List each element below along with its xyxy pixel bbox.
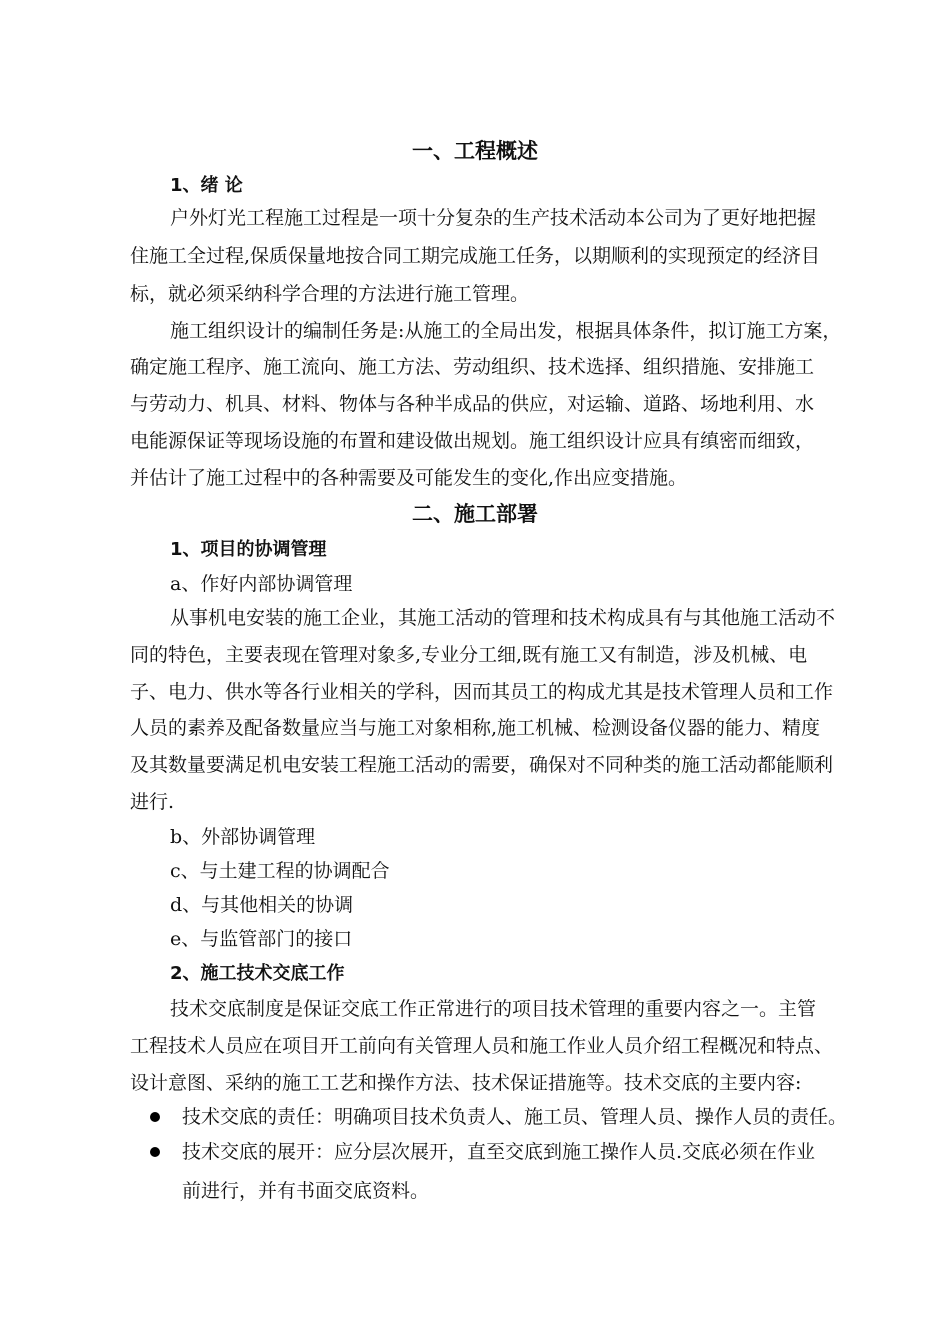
bullet-icon bbox=[150, 1147, 160, 1157]
paragraph-line: 设计意图、采纳的施工工艺和操作方法、技术保证措施等。技术交底的主要内容: bbox=[130, 1072, 802, 1094]
list-item-e: e、与监管部门的接口 bbox=[170, 928, 353, 950]
paragraph-line: 户外灯光工程施工过程是一项十分复杂的生产技术活动本公司为了更好地把握 bbox=[170, 207, 817, 229]
paragraph-line: 工程技术人员应在项目开工前向有关管理人员和施工作业人员介绍工程概况和特点、 bbox=[130, 1035, 834, 1057]
section-2-title: 二、施工部署 bbox=[412, 502, 538, 526]
paragraph-line: 住施工全过程,保质保量地按合同工期完成施工任务，以期顺利的实现预定的经济目 bbox=[130, 245, 821, 267]
list-item-c: c、与土建工程的协调配合 bbox=[170, 860, 390, 882]
paragraph-line: 进行. bbox=[130, 791, 175, 813]
list-item-b: b、外部协调管理 bbox=[170, 826, 316, 848]
bullet-icon bbox=[150, 1112, 160, 1122]
section-1-title: 一、工程概述 bbox=[412, 139, 538, 163]
paragraph-line: 人员的素养及配备数量应当与施工对象相称,施工机械、检测设备仪器的能力、精度 bbox=[130, 717, 821, 739]
list-item-d: d、与其他相关的协调 bbox=[170, 894, 354, 916]
paragraph-line: 电能源保证等现场设施的布置和建设做出规划。施工组织设计应具有缜密而细致， bbox=[130, 430, 815, 452]
paragraph-line: 及其数量要满足机电安装工程施工活动的需要，确保对不同种类的施工活动都能顺利 bbox=[130, 754, 834, 776]
paragraph-line: 技术交底制度是保证交底工作正常进行的项目技术管理的重要内容之一。主管 bbox=[170, 998, 817, 1020]
section-2-subheading: 1、项目的协调管理 bbox=[170, 539, 327, 560]
paragraph-line: 从事机电安装的施工企业，其施工活动的管理和技术构成具有与其他施工活动不 bbox=[170, 607, 836, 629]
list-item-a: a、作好内部协调管理 bbox=[170, 573, 353, 595]
paragraph-line: 标，就必须采纳科学合理的方法进行施工管理。 bbox=[130, 283, 530, 305]
bullet-item: 技术交底的展开：应分层次展开，直至交底到施工操作人员.交底必须在作业 bbox=[182, 1141, 816, 1163]
paragraph-line: 施工组织设计的编制任务是:从施工的全局出发，根据具体条件，拟订施工方案， bbox=[170, 320, 842, 342]
section-1-subheading: 1、绪 论 bbox=[170, 175, 243, 196]
section-2-subheading-2: 2、施工技术交底工作 bbox=[170, 963, 345, 984]
paragraph-line: 确定施工程序、施工流向、施工方法、劳动组织、技术选择、组织措施、安排施工 bbox=[130, 356, 815, 378]
paragraph-line: 并估计了施工过程中的各种需要及可能发生的变化,作出应变措施。 bbox=[130, 467, 688, 489]
bullet-item: 技术交底的责任：明确项目技术负责人、施工员、管理人员、操作人员的责任。 bbox=[182, 1106, 848, 1128]
paragraph-line: 与劳动力、机具、材料、物体与各种半成品的供应，对运输、道路、场地利用、水 bbox=[130, 393, 815, 415]
bullet-item-continuation: 前进行，并有书面交底资料。 bbox=[182, 1180, 430, 1202]
paragraph-line: 子、电力、供水等各行业相关的学科，因而其员工的构成尤其是技术管理人员和工作 bbox=[130, 681, 834, 703]
paragraph-line: 同的特色，主要表现在管理对象多,专业分工细,既有施工又有制造，涉及机械、电 bbox=[130, 644, 808, 666]
